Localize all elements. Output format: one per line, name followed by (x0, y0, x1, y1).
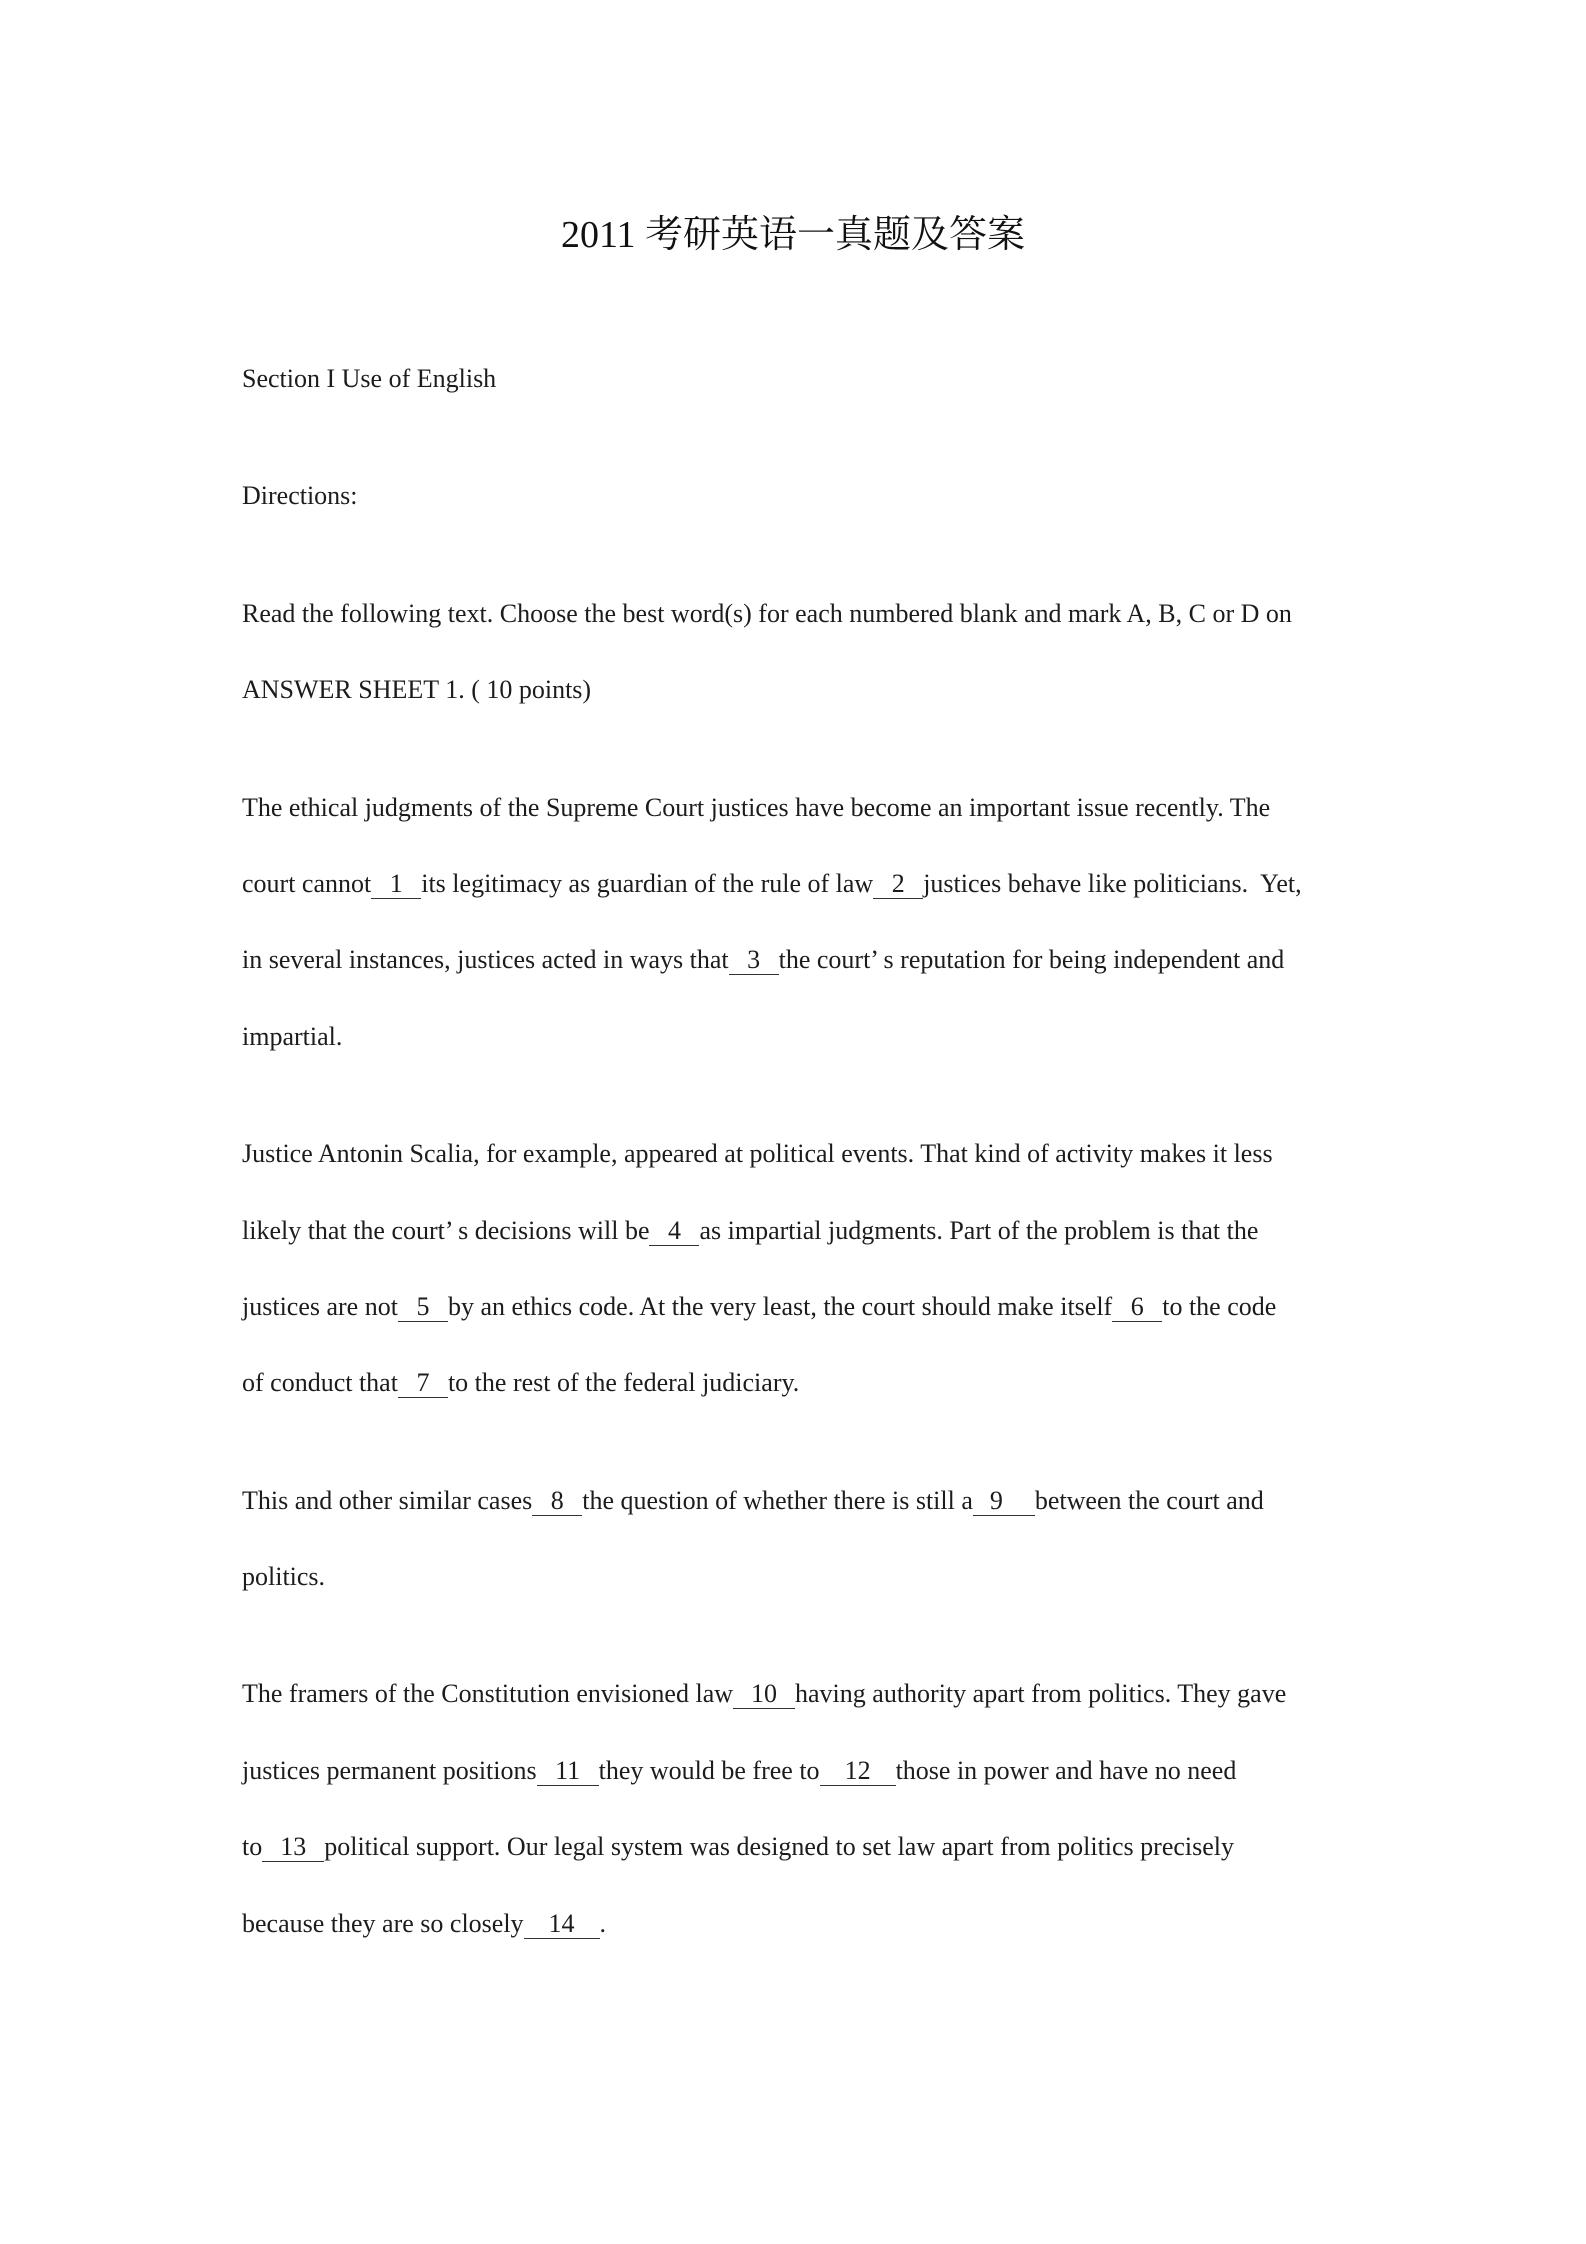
document-title: 2011 考研英语一真题及答案 (560, 214, 1026, 256)
blank-2: 2 (873, 870, 923, 899)
blank-6: 6 (1112, 1293, 1162, 1322)
passage-text: . (599, 1908, 607, 1938)
passage-text: political support. Our legal system was designed to set law apart from politics precisely (324, 1832, 1235, 1862)
section-heading: Section I Use of English (242, 364, 497, 393)
passage-text: likely that the court’ s decisions will be (242, 1215, 650, 1245)
passage-text: as impartial judgments. Part of the problem is that the (699, 1215, 1259, 1245)
passage-text: in several instances, justices acted in ways that (242, 945, 729, 975)
paragraph-1-line-1 (242, 770, 1586, 846)
passage-paragraph-1 (242, 770, 1586, 1076)
directions-block (242, 458, 1586, 534)
passage-text: the court’ s reputation for being independent and (778, 945, 1285, 975)
paragraph-2-line-2 (242, 1193, 1586, 1269)
instructions-line-2: ANSWER SHEET 1. ( 10 points) (242, 675, 592, 705)
blank-11: 11 (537, 1757, 599, 1786)
paragraph-1-line-3 (242, 922, 1586, 998)
blank-12: 12 (820, 1757, 896, 1786)
passage-paragraph-4 (242, 1656, 1586, 1962)
blank-3: 3 (729, 946, 779, 975)
paragraph-4-line-3 (242, 1809, 1586, 1885)
passage-text: to the rest of the federal judiciary. (447, 1368, 800, 1398)
passage-text: they would be free to (598, 1755, 820, 1785)
blank-9: 9 (973, 1487, 1035, 1516)
passage-text: politics. (242, 1562, 326, 1592)
blank-5: 5 (398, 1293, 448, 1322)
passage-text: justices are not (242, 1291, 398, 1321)
passage-text: This and other similar cases (242, 1485, 533, 1515)
paragraph-1-line-4 (242, 999, 1586, 1075)
passage-text: The ethical judgments of the Supreme Court justices have become an important issue recently. The (242, 792, 1271, 822)
passage-text: its legitimacy as guardian of the rule of law (421, 868, 874, 898)
blank-14: 14 (524, 1910, 600, 1939)
paragraph-2-line-1 (242, 1116, 1586, 1192)
blank-1: 1 (371, 870, 421, 899)
passage-text: justices permanent positions (242, 1755, 537, 1785)
passage-text: Justice Antonin Scalia, for example, appeared at political events. That kind of activity makes it less (242, 1139, 1273, 1169)
instructions-line-1: Read the following text. Choose the best word(s) for each numbered blank and mark A, B, C or D on (242, 598, 1292, 628)
section-heading-block (242, 341, 1586, 417)
passage-text: to the code (1162, 1291, 1277, 1321)
passage-text: having authority apart from politics. They gave (795, 1679, 1287, 1709)
paragraph-4-line-2 (242, 1733, 1586, 1809)
blank-8: 8 (532, 1487, 582, 1516)
blank-4: 4 (649, 1217, 699, 1246)
blank-13: 13 (262, 1833, 324, 1862)
passage-text: because they are so closely (242, 1908, 524, 1938)
passage-text: by an ethics code. At the very least, the court should make itself (447, 1291, 1113, 1321)
passage-text: those in power and have no need (895, 1755, 1237, 1785)
blank-7: 7 (398, 1369, 448, 1398)
passage-text: between the court and (1034, 1485, 1264, 1515)
paragraph-4-line-1 (242, 1656, 1586, 1732)
blank-10: 10 (733, 1680, 795, 1709)
paragraph-1-line-2 (242, 846, 1586, 922)
paragraph-3-line-2 (242, 1539, 1586, 1615)
paragraph-4-line-4 (242, 1886, 1586, 1962)
passage-text: court cannot (242, 868, 372, 898)
passage-text: the question of whether there is still a (582, 1485, 973, 1515)
passage-paragraph-3 (242, 1463, 1586, 1616)
paragraph-2-line-3 (242, 1269, 1586, 1345)
instructions (242, 576, 1586, 729)
paragraph-2-line-4 (242, 1345, 1586, 1421)
paragraph-3-line-1 (242, 1463, 1586, 1539)
passage-text: impartial. (242, 1021, 343, 1051)
directions-label: Directions: (242, 481, 358, 511)
passage-paragraph-2 (242, 1116, 1586, 1422)
passage-text: justices behave like politicians. Yet, (923, 868, 1302, 898)
passage-text: of conduct that (242, 1368, 398, 1398)
passage-text: The framers of the Constitution envisioned law (242, 1679, 734, 1709)
passage-text: to (242, 1832, 263, 1862)
